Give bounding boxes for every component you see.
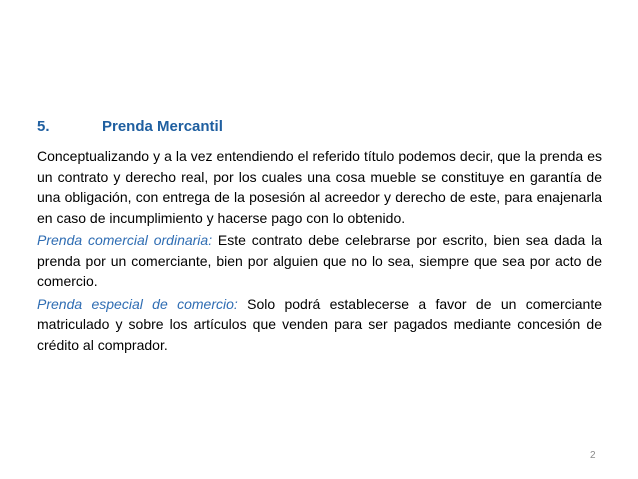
section-heading — [37, 118, 223, 135]
paragraph-prenda-comercial-ordinaria — [37, 230, 602, 292]
term-prenda-comercial-ordinaria: Prenda comercial ordinaria: — [37, 232, 213, 248]
section-title: Prenda Mercantil — [102, 118, 223, 135]
section-number: 5. — [37, 118, 50, 135]
paragraph-text: Este contrato debe celebrarse por escrito, bien sea dada la prenda por un comerciante, bien por alguien que no lo sea, siempre que sea por acto de comercio. — [37, 232, 602, 289]
paragraph-text: Solo podrá establecerse a favor de un comerciante matriculado y sobre los artículos que venden para ser pagados mediante concesión de crédito al comprador. — [37, 295, 602, 353]
term-prenda-especial-de-comercio: Prenda especial de comercio: — [37, 295, 238, 312]
paragraph-definition: Conceptualizando y a la vez entendiendo el referido título podemos decir, que la prenda es un contrato y derecho real, por los cuales una cosa mueble se constituye en garantía de una obligación, con entrega de la posesión al acreedor y derecho de este, para enajenarla en caso de incumplimiento y hacerse pago con lo obtenido. — [37, 148, 602, 226]
page-number: 2 — [590, 450, 596, 461]
body-content — [37, 146, 602, 357]
paragraph-prenda-especial-de-comercio — [37, 294, 602, 356]
